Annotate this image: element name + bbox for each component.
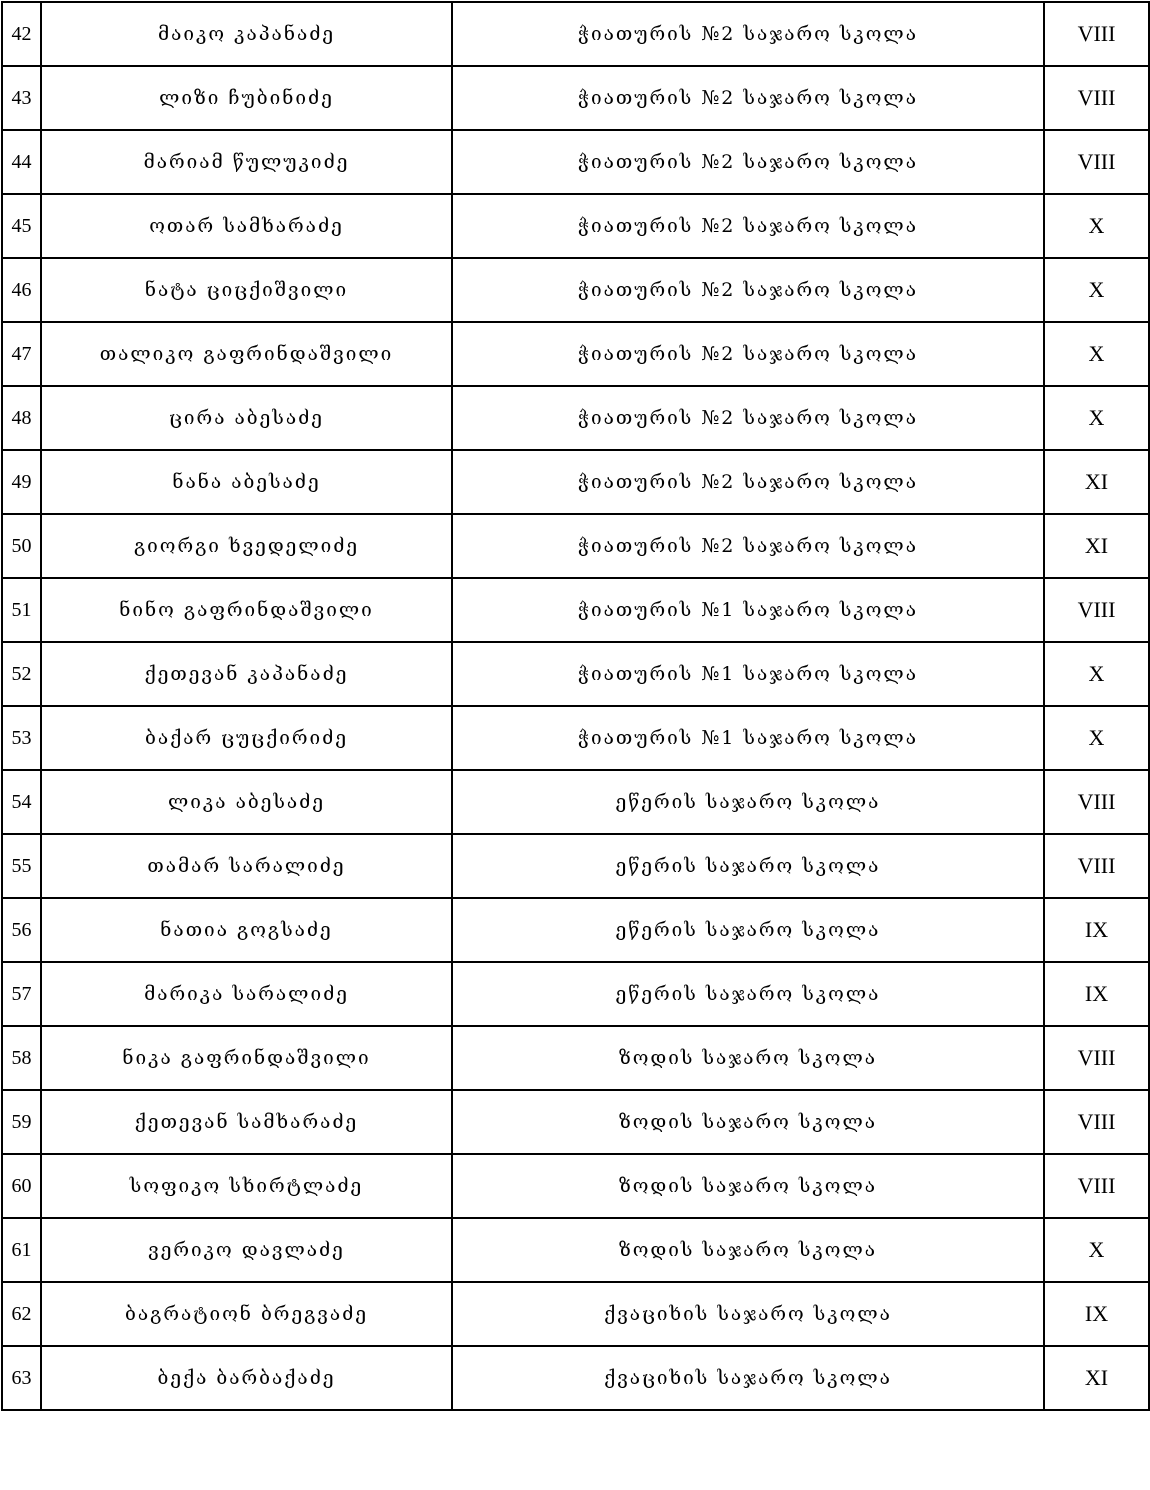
grade-cell: X [1044,258,1149,322]
school-name-cell: ეწერის საჯარო სკოლა [452,834,1044,898]
table-row [2,2,1149,66]
school-name-cell: ჭიათურის №2 საჯარო სკოლა [452,514,1044,578]
row-number-cell: 54 [2,770,41,834]
student-name-cell: მაიკო კაპანაძე [41,2,452,66]
student-name-cell: ბექა ბარბაქაძე [41,1346,452,1410]
school-name-cell: ეწერის საჯარო სკოლა [452,962,1044,1026]
table-row [2,834,1149,898]
grade-cell: XI [1044,514,1149,578]
grade-cell: XI [1044,450,1149,514]
grade-cell: VIII [1044,1090,1149,1154]
grade-cell: IX [1044,1282,1149,1346]
table-row [2,258,1149,322]
grade-cell: IX [1044,962,1149,1026]
student-name-cell: ოთარ სამხარაძე [41,194,452,258]
table-row [2,898,1149,962]
school-name-cell: ზოდის საჯარო სკოლა [452,1218,1044,1282]
grade-cell: VIII [1044,834,1149,898]
student-name-cell: ნანა აბესაძე [41,450,452,514]
table-row [2,194,1149,258]
student-name-cell: ქეთევან კაპანაძე [41,642,452,706]
table-row [2,1218,1149,1282]
table-row [2,770,1149,834]
school-name-cell: ჭიათურის №1 საჯარო სკოლა [452,642,1044,706]
grade-cell: XI [1044,1346,1149,1410]
table-row [2,66,1149,130]
table-row [2,514,1149,578]
table-row [2,706,1149,770]
table-row [2,962,1149,1026]
row-number-cell: 45 [2,194,41,258]
row-number-cell: 62 [2,1282,41,1346]
row-number-cell: 46 [2,258,41,322]
table-row [2,1026,1149,1090]
school-name-cell: ზოდის საჯარო სკოლა [452,1090,1044,1154]
grade-cell: IX [1044,898,1149,962]
student-name-cell: ბაქარ ცუცქირიძე [41,706,452,770]
school-name-cell: ზოდის საჯარო სკოლა [452,1026,1044,1090]
student-name-cell: სოფიკო სხირტლაძე [41,1154,452,1218]
school-name-cell: ჭიათურის №2 საჯარო სკოლა [452,258,1044,322]
student-name-cell: ლიზი ჩუბინიძე [41,66,452,130]
student-name-cell: თამარ სარალიძე [41,834,452,898]
school-name-cell: ზოდის საჯარო სკოლა [452,1154,1044,1218]
student-name-cell: ქეთევან სამხარაძე [41,1090,452,1154]
student-name-cell: ცირა აბესაძე [41,386,452,450]
row-number-cell: 43 [2,66,41,130]
row-number-cell: 63 [2,1346,41,1410]
school-name-cell: ჭიათურის №2 საჯარო სკოლა [452,322,1044,386]
table-row [2,642,1149,706]
grade-cell: VIII [1044,1026,1149,1090]
school-name-cell: ქვაციხის საჯარო სკოლა [452,1282,1044,1346]
student-name-cell: თალიკო გაფრინდაშვილი [41,322,452,386]
grade-cell: X [1044,642,1149,706]
row-number-cell: 59 [2,1090,41,1154]
row-number-cell: 42 [2,2,41,66]
row-number-cell: 47 [2,322,41,386]
row-number-cell: 48 [2,386,41,450]
row-number-cell: 52 [2,642,41,706]
student-name-cell: გიორგი ხვედელიძე [41,514,452,578]
participants-table [1,1,1150,1411]
grade-cell: X [1044,1218,1149,1282]
row-number-cell: 49 [2,450,41,514]
school-name-cell: ჭიათურის №2 საჯარო სკოლა [452,386,1044,450]
student-name-cell: ლიკა აბესაძე [41,770,452,834]
grade-cell: VIII [1044,66,1149,130]
school-name-cell: ქვაციხის საჯარო სკოლა [452,1346,1044,1410]
school-name-cell: ჭიათურის №1 საჯარო სკოლა [452,706,1044,770]
grade-cell: X [1044,706,1149,770]
student-name-cell: ვერიკო დავლაძე [41,1218,452,1282]
row-number-cell: 44 [2,130,41,194]
table-row [2,1346,1149,1410]
grade-cell: VIII [1044,130,1149,194]
table-row [2,1154,1149,1218]
row-number-cell: 57 [2,962,41,1026]
table-row [2,450,1149,514]
row-number-cell: 53 [2,706,41,770]
school-name-cell: ეწერის საჯარო სკოლა [452,898,1044,962]
table-row [2,322,1149,386]
school-name-cell: ჭიათურის №2 საჯარო სკოლა [452,66,1044,130]
grade-cell: VIII [1044,1154,1149,1218]
school-name-cell: ჭიათურის №2 საჯარო სკოლა [452,2,1044,66]
row-number-cell: 58 [2,1026,41,1090]
row-number-cell: 56 [2,898,41,962]
student-name-cell: ნატა ციცქიშვილი [41,258,452,322]
student-name-cell: მარიკა სარალიძე [41,962,452,1026]
grade-cell: X [1044,322,1149,386]
grade-cell: VIII [1044,578,1149,642]
student-name-cell: ნიკა გაფრინდაშვილი [41,1026,452,1090]
table-row [2,1090,1149,1154]
grade-cell: VIII [1044,2,1149,66]
grade-cell: X [1044,194,1149,258]
row-number-cell: 50 [2,514,41,578]
table-row [2,1282,1149,1346]
participants-table-body [2,2,1149,1410]
row-number-cell: 61 [2,1218,41,1282]
row-number-cell: 51 [2,578,41,642]
table-row [2,578,1149,642]
student-name-cell: მარიამ წულუკიძე [41,130,452,194]
school-name-cell: ჭიათურის №2 საჯარო სკოლა [452,194,1044,258]
row-number-cell: 55 [2,834,41,898]
student-name-cell: ნათია გოგსაძე [41,898,452,962]
table-row [2,386,1149,450]
grade-cell: VIII [1044,770,1149,834]
school-name-cell: ჭიათურის №2 საჯარო სკოლა [452,450,1044,514]
grade-cell: X [1044,386,1149,450]
row-number-cell: 60 [2,1154,41,1218]
school-name-cell: ეწერის საჯარო სკოლა [452,770,1044,834]
school-name-cell: ჭიათურის №2 საჯარო სკოლა [452,130,1044,194]
student-name-cell: ბაგრატიონ ბრეგვაძე [41,1282,452,1346]
school-name-cell: ჭიათურის №1 საჯარო სკოლა [452,578,1044,642]
student-name-cell: ნინო გაფრინდაშვილი [41,578,452,642]
table-row [2,130,1149,194]
